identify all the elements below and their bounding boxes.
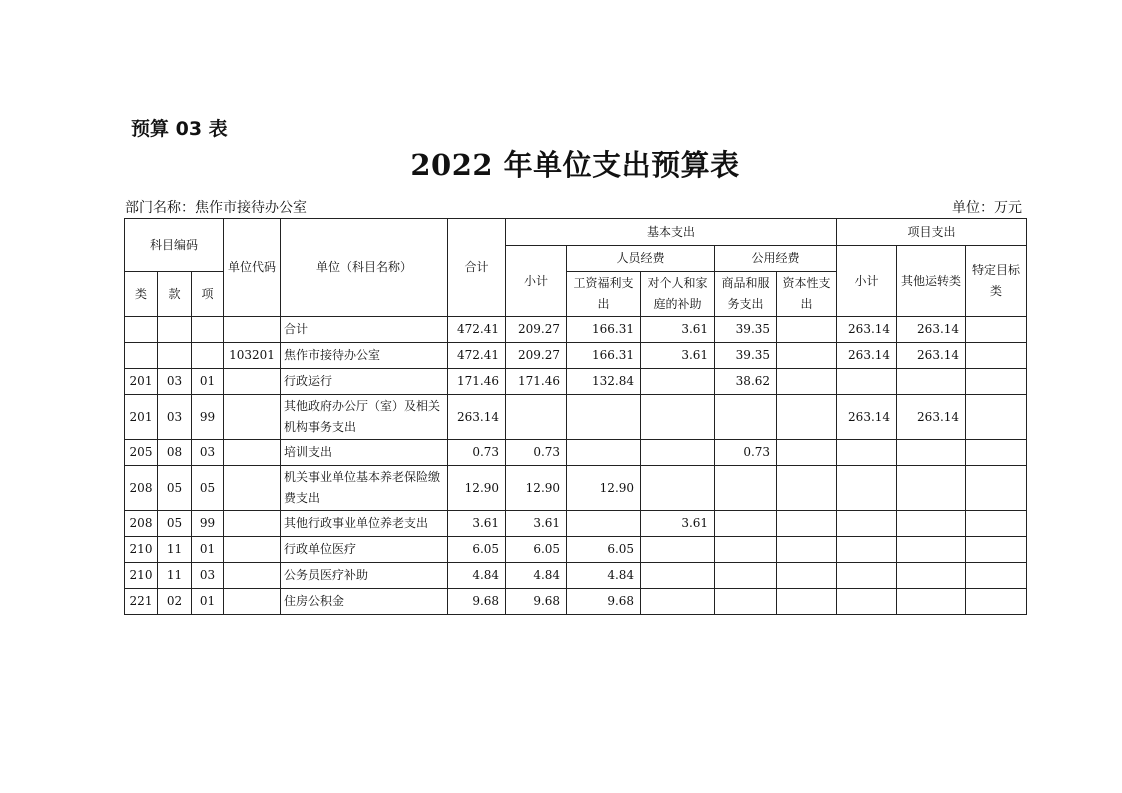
cell-unit-name: 住房公积金 <box>281 589 448 615</box>
cell-total: 171.46 <box>448 369 506 395</box>
cell-kuan: 03 <box>158 369 192 395</box>
cell-project-subtotal: 263.14 <box>837 343 897 369</box>
table-row <box>125 511 1027 537</box>
cell-subsidy <box>641 395 715 440</box>
cell-wages: 166.31 <box>567 317 641 343</box>
cell-goods: 39.35 <box>715 343 777 369</box>
cell-goods <box>715 511 777 537</box>
cell-wages: 166.31 <box>567 343 641 369</box>
header-total: 合计 <box>448 219 506 317</box>
cell-total: 3.61 <box>448 511 506 537</box>
cell-unit-code <box>224 440 281 466</box>
cell-lei <box>125 343 158 369</box>
cell-other-ops <box>897 589 966 615</box>
header-unit-name: 单位（科目名称） <box>281 219 448 317</box>
cell-basic-subtotal: 0.73 <box>506 440 567 466</box>
table-row <box>125 563 1027 589</box>
cell-xiang <box>192 343 224 369</box>
cell-unit-name: 焦作市接待办公室 <box>281 343 448 369</box>
cell-specific <box>966 589 1027 615</box>
cell-subsidy <box>641 563 715 589</box>
cell-total: 9.68 <box>448 589 506 615</box>
table-row <box>125 395 1027 440</box>
cell-unit-name: 行政运行 <box>281 369 448 395</box>
cell-specific <box>966 317 1027 343</box>
cell-lei: 208 <box>125 466 158 511</box>
cell-xiang: 03 <box>192 563 224 589</box>
cell-capital <box>777 511 837 537</box>
cell-kuan: 11 <box>158 563 192 589</box>
cell-total: 472.41 <box>448 317 506 343</box>
cell-total: 263.14 <box>448 395 506 440</box>
cell-goods <box>715 537 777 563</box>
cell-total: 472.41 <box>448 343 506 369</box>
cell-wages: 4.84 <box>567 563 641 589</box>
cell-capital <box>777 589 837 615</box>
cell-specific <box>966 440 1027 466</box>
cell-unit-name: 其他政府办公厅（室）及相关机构事务支出 <box>281 395 448 440</box>
cell-goods <box>715 395 777 440</box>
cell-unit-code <box>224 589 281 615</box>
cell-subsidy: 3.61 <box>641 511 715 537</box>
page-title: 2022 年单位支出预算表 <box>410 148 740 182</box>
header-individual-subsidy: 对个人和家庭的补助 <box>641 272 715 317</box>
cell-specific <box>966 537 1027 563</box>
cell-other-ops: 263.14 <box>897 343 966 369</box>
cell-xiang: 01 <box>192 589 224 615</box>
cell-wages: 12.90 <box>567 466 641 511</box>
cell-lei <box>125 317 158 343</box>
cell-capital <box>777 563 837 589</box>
cell-subsidy <box>641 369 715 395</box>
cell-project-subtotal <box>837 369 897 395</box>
cell-subsidy <box>641 440 715 466</box>
table-number: 预算 03 表 <box>131 118 228 140</box>
header-personnel-funds: 人员经费 <box>567 246 715 272</box>
cell-project-subtotal <box>837 537 897 563</box>
header-basic-expenditure: 基本支出 <box>506 219 837 246</box>
cell-xiang: 01 <box>192 537 224 563</box>
cell-wages <box>567 395 641 440</box>
header-lei: 类 <box>125 272 158 317</box>
cell-capital <box>777 537 837 563</box>
currency-unit: 单位：万元 <box>952 200 1022 216</box>
cell-lei: 208 <box>125 511 158 537</box>
cell-unit-code: 103201 <box>224 343 281 369</box>
cell-other-ops <box>897 537 966 563</box>
cell-capital <box>777 395 837 440</box>
cell-subsidy <box>641 589 715 615</box>
cell-other-ops <box>897 511 966 537</box>
cell-unit-name: 机关事业单位基本养老保险缴费支出 <box>281 466 448 511</box>
cell-xiang: 03 <box>192 440 224 466</box>
cell-other-ops <box>897 440 966 466</box>
cell-unit-name: 培训支出 <box>281 440 448 466</box>
cell-goods <box>715 589 777 615</box>
cell-project-subtotal <box>837 589 897 615</box>
header-goods-services: 商品和服务支出 <box>715 272 777 317</box>
cell-subsidy <box>641 466 715 511</box>
cell-unit-code <box>224 537 281 563</box>
cell-capital <box>777 317 837 343</box>
cell-kuan: 05 <box>158 511 192 537</box>
cell-specific <box>966 395 1027 440</box>
cell-lei: 221 <box>125 589 158 615</box>
table-row <box>125 440 1027 466</box>
cell-wages: 6.05 <box>567 537 641 563</box>
cell-kuan <box>158 343 192 369</box>
cell-unit-name: 行政单位医疗 <box>281 537 448 563</box>
cell-goods: 0.73 <box>715 440 777 466</box>
cell-basic-subtotal: 6.05 <box>506 537 567 563</box>
cell-wages <box>567 511 641 537</box>
cell-subsidy: 3.61 <box>641 317 715 343</box>
cell-kuan: 08 <box>158 440 192 466</box>
cell-project-subtotal: 263.14 <box>837 395 897 440</box>
header-public-funds: 公用经费 <box>715 246 837 272</box>
cell-kuan: 02 <box>158 589 192 615</box>
table-row <box>125 466 1027 511</box>
cell-wages: 132.84 <box>567 369 641 395</box>
budget-table <box>124 218 1027 615</box>
cell-wages <box>567 440 641 466</box>
cell-basic-subtotal: 171.46 <box>506 369 567 395</box>
header-wages-welfare: 工资福利支出 <box>567 272 641 317</box>
header-project-expenditure: 项目支出 <box>837 219 1027 246</box>
cell-capital <box>777 440 837 466</box>
cell-total: 12.90 <box>448 466 506 511</box>
cell-wages: 9.68 <box>567 589 641 615</box>
cell-capital <box>777 369 837 395</box>
cell-project-subtotal <box>837 466 897 511</box>
cell-xiang: 99 <box>192 511 224 537</box>
cell-other-ops <box>897 563 966 589</box>
cell-unit-code <box>224 511 281 537</box>
cell-lei: 210 <box>125 537 158 563</box>
cell-unit-code <box>224 369 281 395</box>
cell-lei: 210 <box>125 563 158 589</box>
cell-kuan: 03 <box>158 395 192 440</box>
cell-kuan: 11 <box>158 537 192 563</box>
cell-unit-code <box>224 317 281 343</box>
cell-unit-code <box>224 563 281 589</box>
header-basic-subtotal: 小计 <box>506 246 567 317</box>
header-kuan: 款 <box>158 272 192 317</box>
cell-capital <box>777 343 837 369</box>
cell-unit-name: 合计 <box>281 317 448 343</box>
cell-lei: 205 <box>125 440 158 466</box>
table-body <box>125 317 1027 615</box>
cell-basic-subtotal: 3.61 <box>506 511 567 537</box>
table-row <box>125 369 1027 395</box>
cell-basic-subtotal: 9.68 <box>506 589 567 615</box>
cell-project-subtotal <box>837 440 897 466</box>
cell-basic-subtotal <box>506 395 567 440</box>
table-row <box>125 343 1027 369</box>
cell-basic-subtotal: 209.27 <box>506 317 567 343</box>
cell-capital <box>777 466 837 511</box>
cell-subsidy <box>641 537 715 563</box>
cell-xiang: 99 <box>192 395 224 440</box>
table-header <box>125 219 1027 317</box>
table-row <box>125 589 1027 615</box>
cell-specific <box>966 511 1027 537</box>
cell-kuan: 05 <box>158 466 192 511</box>
header-capital: 资本性支出 <box>777 272 837 317</box>
cell-xiang: 05 <box>192 466 224 511</box>
cell-specific <box>966 563 1027 589</box>
cell-basic-subtotal: 209.27 <box>506 343 567 369</box>
cell-xiang <box>192 317 224 343</box>
cell-specific <box>966 466 1027 511</box>
cell-unit-name: 其他行政事业单位养老支出 <box>281 511 448 537</box>
cell-goods <box>715 466 777 511</box>
cell-project-subtotal: 263.14 <box>837 317 897 343</box>
cell-subsidy: 3.61 <box>641 343 715 369</box>
cell-specific <box>966 343 1027 369</box>
cell-xiang: 01 <box>192 369 224 395</box>
cell-unit-code <box>224 395 281 440</box>
header-specific-target: 特定目标类 <box>966 246 1027 317</box>
cell-other-ops: 263.14 <box>897 395 966 440</box>
cell-kuan <box>158 317 192 343</box>
cell-basic-subtotal: 4.84 <box>506 563 567 589</box>
cell-other-ops <box>897 466 966 511</box>
cell-unit-name: 公务员医疗补助 <box>281 563 448 589</box>
table-row <box>125 537 1027 563</box>
table-row <box>125 317 1027 343</box>
cell-goods: 39.35 <box>715 317 777 343</box>
cell-total: 4.84 <box>448 563 506 589</box>
cell-goods: 38.62 <box>715 369 777 395</box>
cell-other-ops: 263.14 <box>897 317 966 343</box>
header-unit-code: 单位代码 <box>224 219 281 317</box>
header-subject-code: 科目编码 <box>125 219 224 272</box>
cell-basic-subtotal: 12.90 <box>506 466 567 511</box>
cell-lei: 201 <box>125 369 158 395</box>
header-xiang: 项 <box>192 272 224 317</box>
cell-goods <box>715 563 777 589</box>
cell-unit-code <box>224 466 281 511</box>
cell-total: 6.05 <box>448 537 506 563</box>
cell-project-subtotal <box>837 563 897 589</box>
cell-total: 0.73 <box>448 440 506 466</box>
header-project-subtotal: 小计 <box>837 246 897 317</box>
cell-specific <box>966 369 1027 395</box>
cell-other-ops <box>897 369 966 395</box>
cell-lei: 201 <box>125 395 158 440</box>
cell-project-subtotal <box>837 511 897 537</box>
header-other-operations: 其他运转类 <box>897 246 966 317</box>
department-name: 部门名称：焦作市接待办公室 <box>125 200 307 216</box>
